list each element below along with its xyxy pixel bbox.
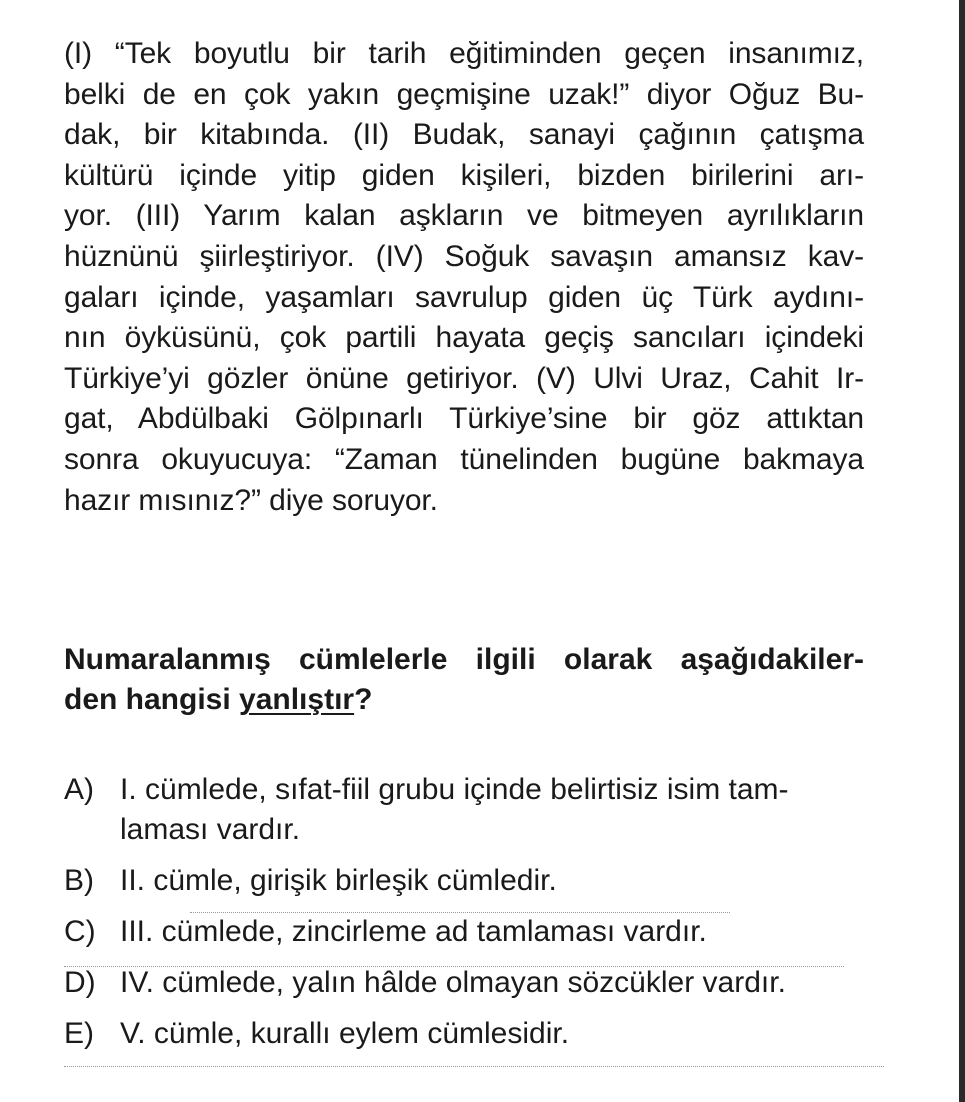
reading-passage bbox=[64, 34, 864, 521]
passage-line: Türkiye’yi gözler önüne getiriyor. (V) Ulvi Uraz, Cahit Ir- bbox=[64, 361, 864, 395]
option-text: V. cümle, kurallı eylem cümlesidir. bbox=[120, 1017, 570, 1050]
option-letter: A) bbox=[64, 773, 94, 806]
passage-line: gaları içinde, yaşamları savrulup giden üç Türk aydını- bbox=[64, 280, 864, 314]
option-text: I. cümlede, sıfat-fiil grubu içinde belirtisiz isim tam- bbox=[120, 773, 789, 806]
question-stem bbox=[64, 640, 864, 720]
option-text: laması vardır. bbox=[120, 813, 301, 846]
option-text: III. cümlede, zincirleme ad tamlaması vardır. bbox=[120, 915, 707, 948]
question-mark: ? bbox=[354, 683, 373, 716]
dotted-rule bbox=[190, 912, 730, 913]
question-line: Numaralanmış cümlelerle ilgili olarak aşağıdakiler- bbox=[64, 643, 864, 676]
option-letter: E) bbox=[64, 1017, 94, 1050]
passage-line: kültürü içinde yitip giden kişileri, bizden birilerini arı- bbox=[64, 158, 864, 192]
option-letter: D) bbox=[64, 966, 96, 999]
option-b[interactable] bbox=[64, 861, 864, 901]
option-text: II. cümle, girişik birleşik cümledir. bbox=[120, 864, 557, 897]
question-text: den hangisi bbox=[64, 683, 240, 716]
passage-line: (I) “Tek boyutlu bir tarih eğitiminden geçen insanımız, bbox=[64, 37, 864, 70]
passage-line: hazır mısınız?” diye soruyor. bbox=[64, 483, 438, 517]
page-edge bbox=[959, 0, 965, 1102]
option-c[interactable] bbox=[64, 912, 864, 952]
option-letter: C) bbox=[64, 915, 96, 948]
passage-line: yor. (III) Yarım kalan aşkların ve bitmeyen ayrılıkların bbox=[64, 199, 864, 233]
passage-line: gat, Abdülbaki Gölpınarlı Türkiye’sine bir göz attıktan bbox=[64, 402, 864, 436]
passage-line: dak, bir kitabında. (II) Budak, sanayi çağının çatışma bbox=[64, 118, 864, 152]
option-a[interactable] bbox=[64, 770, 864, 850]
underlined-keyword: yanlıştır bbox=[239, 683, 355, 716]
passage-line: sonra okuyucuya: “Zaman tünelinden bugüne bakmaya bbox=[64, 442, 864, 476]
passage-line: hüznünü şiirleştiriyor. (IV) Soğuk savaşın amansız kav- bbox=[64, 239, 864, 273]
passage-line: nın öyküsünü, çok partili hayata geçiş sancıları içindeki bbox=[64, 321, 864, 355]
option-text: IV. cümlede, yalın hâlde olmayan sözcükler vardır. bbox=[120, 966, 786, 999]
question-line bbox=[64, 680, 864, 720]
option-e[interactable] bbox=[64, 1014, 864, 1054]
dotted-rule bbox=[64, 1066, 884, 1067]
option-letter: B) bbox=[64, 864, 94, 897]
passage-line: belki de en çok yakın geçmişine uzak!” diyor Oğuz Bu- bbox=[64, 77, 864, 111]
dotted-rule bbox=[64, 966, 844, 967]
option-d[interactable] bbox=[64, 963, 864, 1003]
